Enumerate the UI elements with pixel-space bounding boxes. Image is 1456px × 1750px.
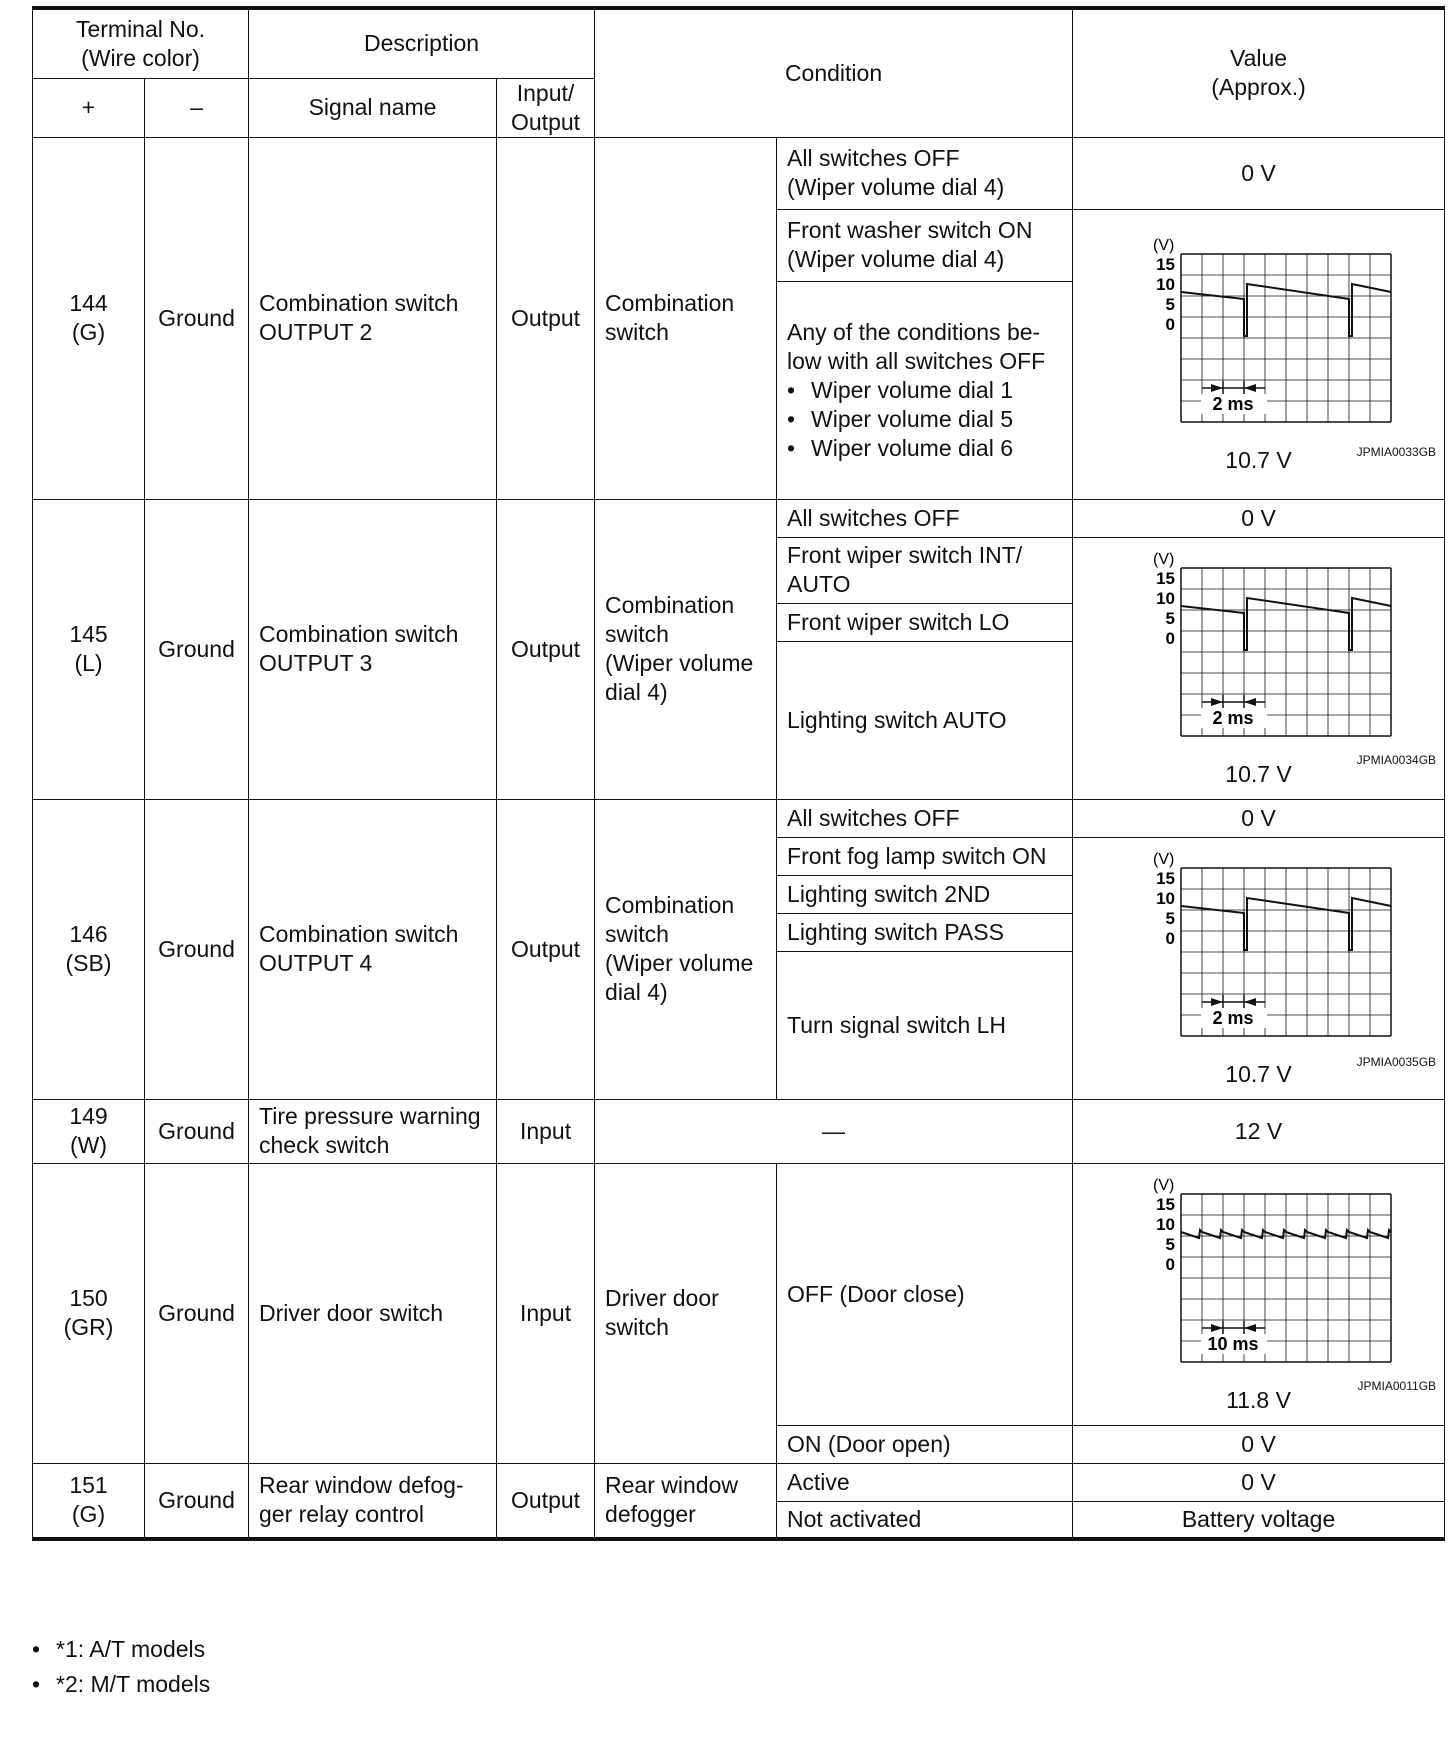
header-terminal: Terminal No. (Wire color): [33, 8, 249, 78]
value-150-wave: (V) 15 10 5 0 10 ms JPMIA0011GB 11.8 V: [1073, 1163, 1445, 1425]
terminal-150: 150 (GR): [33, 1163, 145, 1463]
cond-146-4: Lighting switch PASS: [777, 913, 1073, 951]
scope-time-label: 2 ms: [1212, 393, 1254, 414]
terminal-151: 151 (G): [33, 1463, 145, 1539]
cond-145-1: All switches OFF: [777, 499, 1073, 537]
ground-145: Ground: [145, 499, 249, 799]
cond-150-2: ON (Door open): [777, 1425, 1073, 1463]
cond-main-150: Driver door switch: [595, 1163, 777, 1463]
scope-time-scale: [1202, 1321, 1265, 1335]
cond-144-item: • Wiper volume dial 1: [787, 376, 1062, 405]
scope-y-tick: 15: [1155, 868, 1175, 888]
scope-y-tick: 5: [1165, 608, 1175, 628]
cond-146-2: Front fog lamp switch ON: [777, 837, 1073, 875]
ground-146: Ground: [145, 799, 249, 1099]
cond-145-4: Lighting switch AUTO: [777, 641, 1073, 799]
ground-150: Ground: [145, 1163, 249, 1463]
cond-main-151: Rear window defogger: [595, 1463, 777, 1539]
value-145-1: 0 V: [1073, 499, 1445, 537]
cond-146-1: All switches OFF: [777, 799, 1073, 837]
scope-y-tick: 10: [1155, 588, 1175, 608]
value-149: 12 V: [1073, 1099, 1445, 1163]
scope-unit-label: (V): [1152, 850, 1174, 868]
signal-144: Combination switch OUTPUT 2: [249, 137, 497, 499]
cond-144-3: Any of the conditions be- low with all switches OFF • Wiper volume dial 1 • Wiper volume dial 5 • Wiper volume dial 6: [777, 281, 1073, 499]
cond-150-1: OFF (Door close): [777, 1163, 1073, 1425]
header-plus: +: [33, 78, 145, 137]
cond-main-144: Combination switch: [595, 137, 777, 499]
header-value: Value (Approx.): [1073, 8, 1445, 137]
io-145: Output: [497, 499, 595, 799]
value-151-2: Battery voltage: [1073, 1501, 1445, 1539]
value-146-1: 0 V: [1073, 799, 1445, 837]
cond-151-2: Not activated: [777, 1501, 1073, 1539]
value-145-wave: (V) 15 10 5 0 2 ms JPMIA0034GB 10.7 V: [1073, 537, 1445, 799]
footnote-1: • *1: A/T models: [32, 1636, 206, 1662]
terminal-144: 144 (G): [33, 137, 145, 499]
scope-y-tick: 0: [1165, 628, 1175, 648]
terminal-149: 149 (W): [33, 1099, 145, 1163]
scope-y-tick: 15: [1155, 254, 1175, 274]
scope-y-tick: 5: [1165, 1234, 1175, 1254]
footnote-2: • *2: M/T models: [32, 1671, 211, 1697]
terminal-146: 146 (SB): [33, 799, 145, 1099]
io-151: Output: [497, 1463, 595, 1539]
scope-time-label: 10 ms: [1207, 1333, 1259, 1354]
scope-unit-label: (V): [1152, 236, 1174, 254]
value-144-wave: (V) 15 10 5 0 2 ms JPMIA0033GB 10.7 V: [1073, 209, 1445, 499]
cond-144-1: All switches OFF (Wiper volume dial 4): [777, 137, 1073, 209]
header-description: Description: [249, 8, 595, 78]
cond-144-2: Front washer switch ON (Wiper volume dial 4): [777, 209, 1073, 281]
scope-time-scale: [1202, 381, 1265, 395]
header-condition: Condition: [595, 8, 1073, 137]
cond-main-146: Combination switch (Wiper volume dial 4): [595, 799, 777, 1099]
oscilloscope-waveform-145: [1109, 548, 1409, 738]
scope-y-tick: 0: [1165, 314, 1175, 334]
signal-150: Driver door switch: [249, 1163, 497, 1463]
cond-146-5: Turn signal switch LH: [777, 951, 1073, 1099]
scope-time-scale: [1202, 995, 1265, 1009]
signal-146: Combination switch OUTPUT 4: [249, 799, 497, 1099]
header-io: Input/ Output: [497, 78, 595, 137]
oscilloscope-waveform-150: [1109, 1174, 1409, 1364]
scope-y-tick: 15: [1155, 1194, 1175, 1214]
terminal-145: 145 (L): [33, 499, 145, 799]
ground-149: Ground: [145, 1099, 249, 1163]
cond-main-145: Combination switch (Wiper volume dial 4): [595, 499, 777, 799]
scope-unit-label: (V): [1152, 1176, 1174, 1194]
scope-y-tick: 10: [1155, 1214, 1175, 1234]
oscilloscope-waveform-146: [1109, 848, 1409, 1038]
io-144: Output: [497, 137, 595, 499]
scope-y-tick: 5: [1165, 294, 1175, 314]
io-146: Output: [497, 799, 595, 1099]
scope-y-tick: 10: [1155, 274, 1175, 294]
scope-y-tick: 0: [1165, 1254, 1175, 1274]
oscilloscope-waveform-144: [1109, 234, 1409, 424]
io-149: Input: [497, 1099, 595, 1163]
cond-145-2: Front wiper switch INT/ AUTO: [777, 537, 1073, 603]
terminal-spec-table: [32, 6, 1445, 1541]
signal-151: Rear window defog- ger relay control: [249, 1463, 497, 1539]
ground-144: Ground: [145, 137, 249, 499]
io-150: Input: [497, 1163, 595, 1463]
cond-149: —: [595, 1099, 1073, 1163]
value-146-wave: (V) 15 10 5 0 2 ms JPMIA0035GB 10.7 V: [1073, 837, 1445, 1099]
scope-time-scale: [1202, 695, 1265, 709]
scope-y-tick: 10: [1155, 888, 1175, 908]
ground-151: Ground: [145, 1463, 249, 1539]
scope-time-label: 2 ms: [1212, 707, 1254, 728]
scope-y-tick: 5: [1165, 908, 1175, 928]
scope-unit-label: (V): [1152, 550, 1174, 568]
cond-144-item: • Wiper volume dial 5: [787, 405, 1062, 434]
cond-145-3: Front wiper switch LO: [777, 603, 1073, 641]
header-minus: –: [145, 78, 249, 137]
value-144-1: 0 V: [1073, 137, 1445, 209]
scope-y-tick: 15: [1155, 568, 1175, 588]
signal-145: Combination switch OUTPUT 3: [249, 499, 497, 799]
cond-146-3: Lighting switch 2ND: [777, 875, 1073, 913]
cond-144-item: • Wiper volume dial 6: [787, 434, 1062, 463]
header-signal-name: Signal name: [249, 78, 497, 137]
signal-149: Tire pressure warning check switch: [249, 1099, 497, 1163]
scope-time-label: 2 ms: [1212, 1007, 1254, 1028]
footnotes: [32, 1636, 210, 1706]
scope-y-tick: 0: [1165, 928, 1175, 948]
value-151-1: 0 V: [1073, 1463, 1445, 1501]
cond-151-1: Active: [777, 1463, 1073, 1501]
value-150-2: 0 V: [1073, 1425, 1445, 1463]
